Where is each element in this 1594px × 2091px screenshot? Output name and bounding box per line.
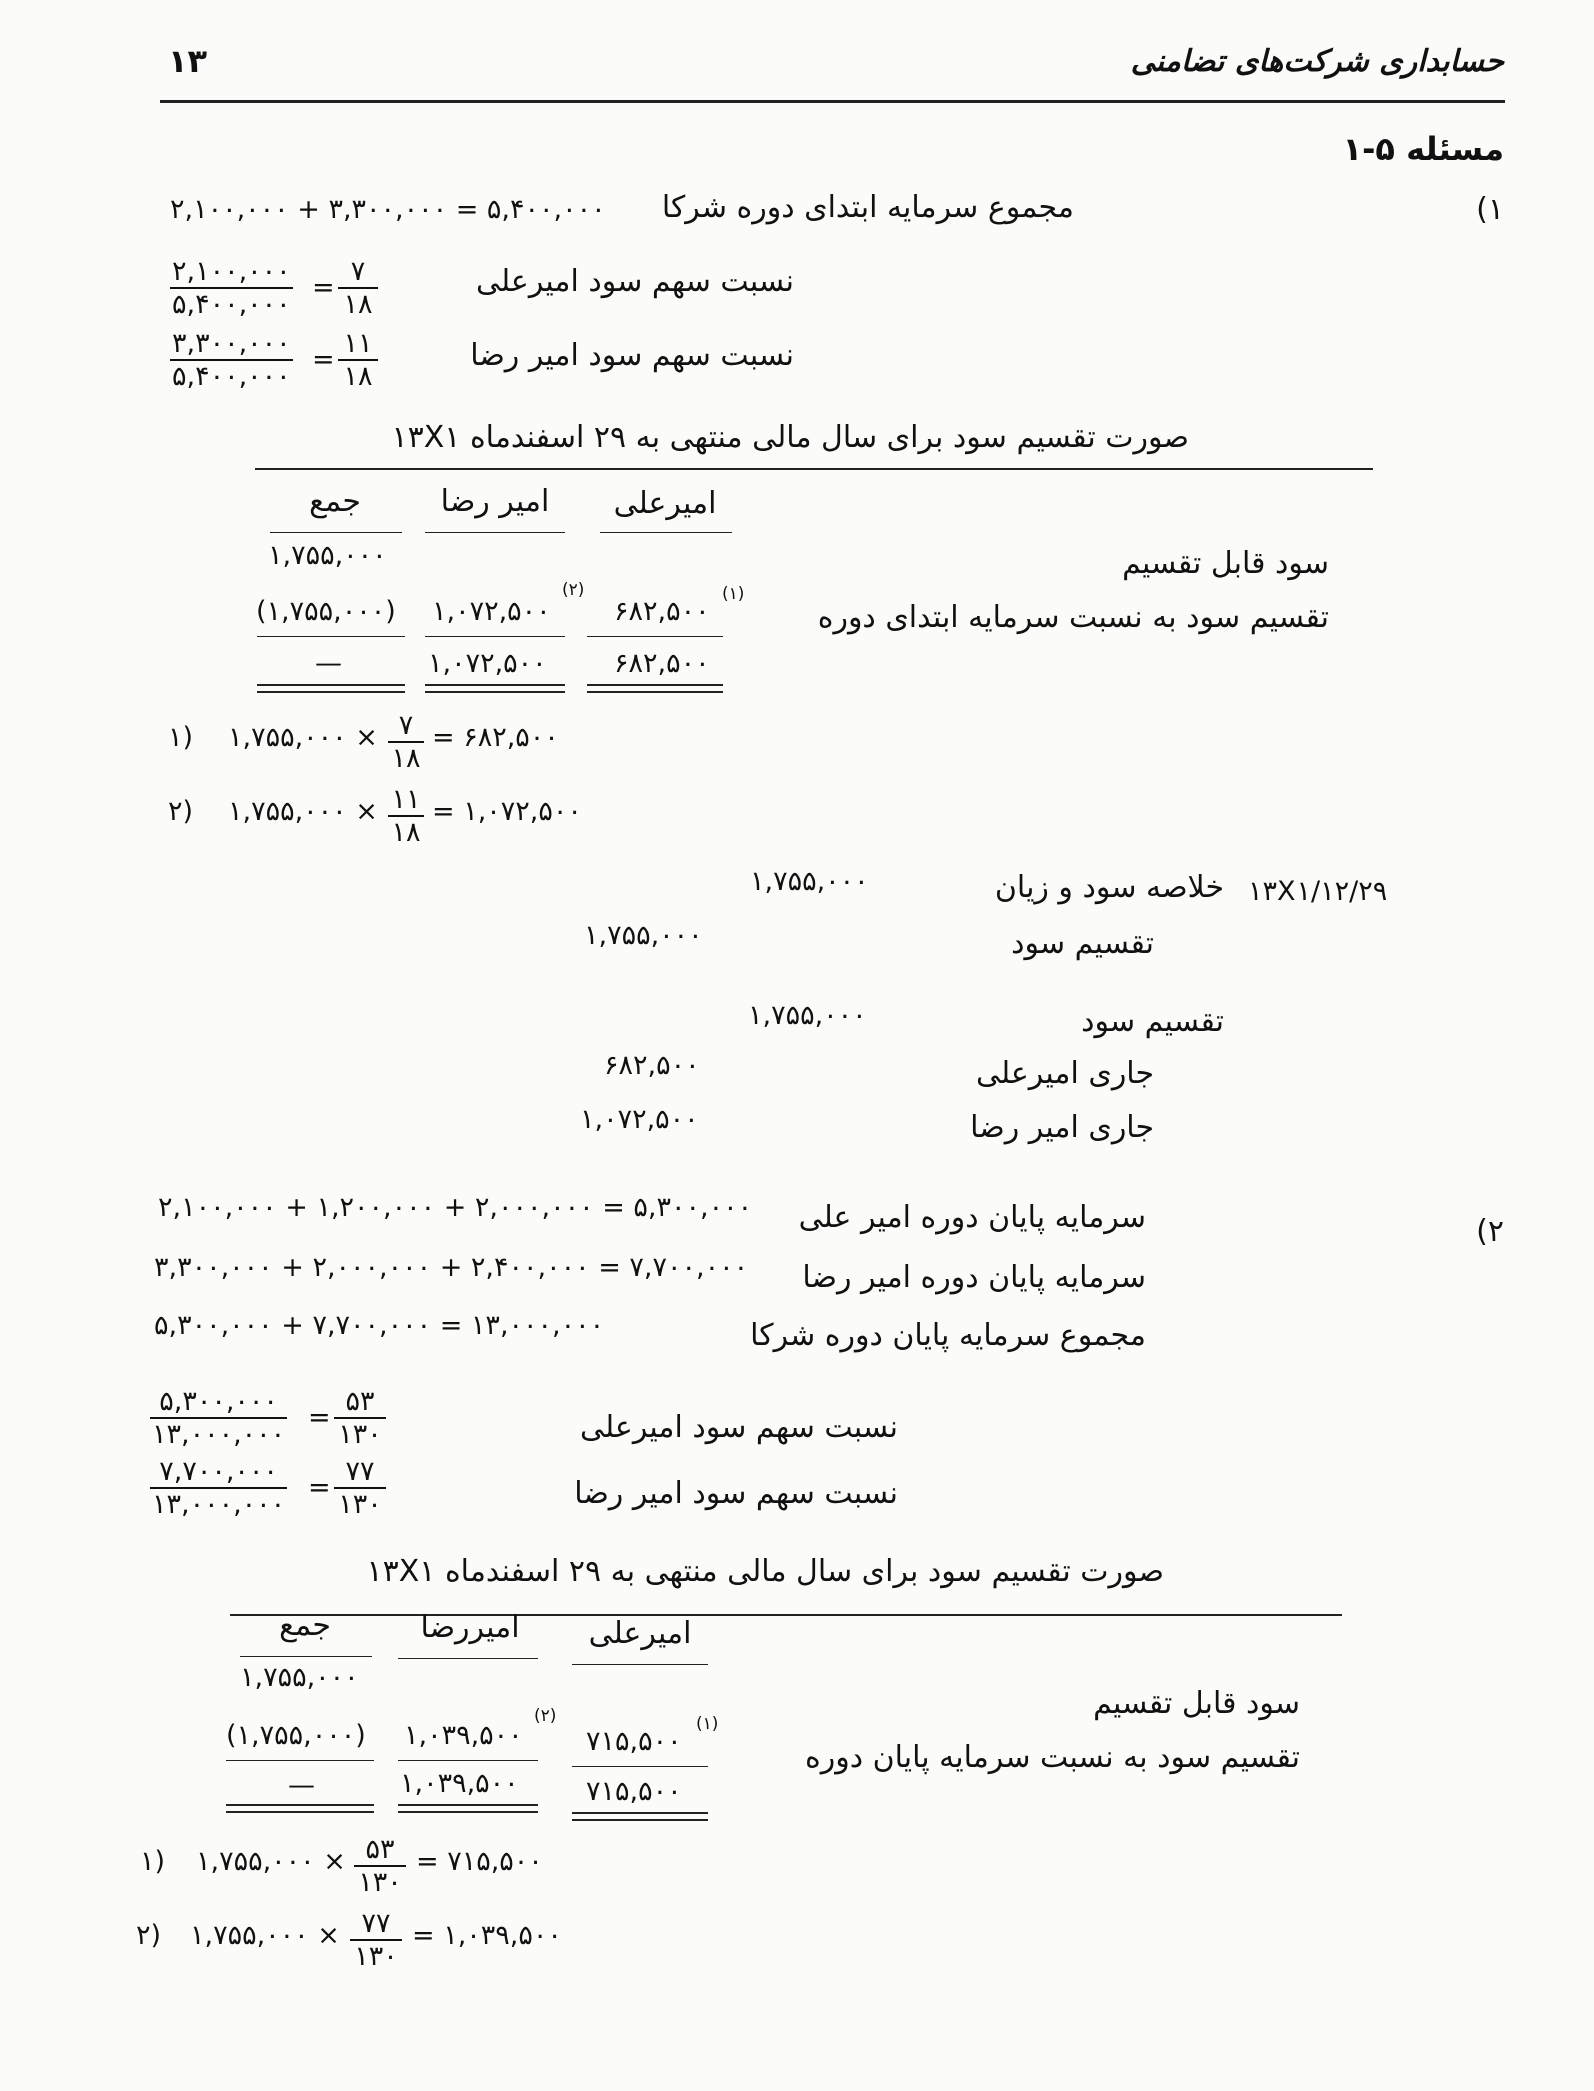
part2-calc2-label: ۲) [136, 1920, 162, 1951]
journal-e2-credit2-label: جاری امیر رضا [970, 1110, 1154, 1145]
part2-end-cap-ali-eq: ۲,۱۰۰,۰۰۰ + ۱,۲۰۰,۰۰۰ + ۲,۰۰۰,۰۰۰ = ۵,۳۰۰,۰۰۰ [158, 1192, 753, 1223]
part2-calc1-label: ۱) [140, 1846, 166, 1877]
part2-calc1-base: ۱,۷۵۵,۰۰۰ × [196, 1846, 346, 1877]
part2-row1-total: ۱,۷۵۵,۰۰۰ [240, 1662, 359, 1693]
double-underline [425, 684, 565, 693]
part2-row2-ali: ۷۱۵,۵۰۰ [586, 1726, 682, 1757]
part1-sum-reza: ۱,۰۷۲,۵۰۰ [428, 648, 547, 679]
numerator: ۵,۳۰۰,۰۰۰ [150, 1386, 287, 1419]
sum-rule [425, 636, 565, 637]
part1-calc1-base: ۱,۷۵۵,۰۰۰ × [228, 722, 378, 753]
part2-row2-label: تقسیم سود به نسبت سرمایه پایان دوره [805, 1740, 1300, 1775]
part2-end-cap-reza-label: سرمایه پایان دوره امیر رضا [802, 1260, 1146, 1295]
part1-row2-total: (۱,۷۵۵,۰۰۰) [256, 596, 396, 627]
numerator: ۲,۱۰۰,۰۰۰ [172, 256, 291, 287]
numerator: ۷,۷۰۰,۰۰۰ [150, 1456, 287, 1489]
part2-end-cap-reza-eq: ۳,۳۰۰,۰۰۰ + ۲,۰۰۰,۰۰۰ + ۲,۴۰۰,۰۰۰ = ۷,۷۰۰,۰۰۰ [154, 1252, 749, 1283]
denominator: ۱۸ [391, 743, 421, 774]
journal-e1-credit-label: تقسیم سود [1011, 926, 1154, 961]
journal-e2-debit-label: تقسیم سود [1081, 1004, 1224, 1039]
footnote-marker: (۱) [722, 584, 745, 604]
part2-total-label: مجموع سرمایه پایان دوره شرکا [750, 1318, 1146, 1353]
denominator: ۵,۴۰۰,۰۰۰ [172, 361, 291, 392]
page-number: ۱۳ [168, 42, 208, 80]
part2-calc2-result: = ۱,۰۳۹,۵۰۰ [412, 1920, 562, 1951]
double-underline [226, 1804, 374, 1813]
part2-sum-reza: ۱,۰۳۹,۵۰۰ [400, 1768, 519, 1799]
part2-end-cap-ali-label: سرمایه پایان دوره امیر علی [798, 1200, 1146, 1235]
numerator: ۳,۳۰۰,۰۰۰ [172, 328, 291, 359]
part1-row1-label: سود قابل تقسیم [1122, 546, 1329, 581]
journal-e2-credit1-amt: ۶۸۲,۵۰۰ [604, 1050, 700, 1081]
part2-label: ۲) [1476, 1214, 1504, 1249]
part1-calc2-label: ۲) [168, 796, 194, 827]
part2-calc1-result: = ۷۱۵,۵۰۰ [416, 1846, 543, 1877]
part2-row1-label: سود قابل تقسیم [1093, 1686, 1300, 1721]
numerator: ۵۳ [334, 1386, 386, 1419]
col-underline [425, 532, 565, 533]
col-underline [600, 532, 732, 533]
sum-rule [226, 1760, 374, 1761]
problem-title: مسئله ۵-۱ [1342, 130, 1504, 168]
denominator: ۱۳۰ [354, 1941, 398, 1972]
double-underline [398, 1804, 538, 1813]
part1-calc2-fraction [388, 784, 424, 848]
numerator: ۱۱ [338, 328, 378, 361]
part2-calc1-fraction [354, 1834, 406, 1898]
numerator: ۱۱ [388, 784, 424, 817]
part2-ratio-ali-label: نسبت سهم سود امیرعلی [579, 1410, 898, 1445]
denominator: ۱۳۰ [338, 1489, 382, 1520]
part1-ratio-ali-result [338, 256, 378, 320]
table-title-rule [255, 468, 1373, 470]
denominator: ۱۸ [343, 289, 373, 320]
header-rule [160, 100, 1505, 103]
sum-rule [587, 636, 723, 637]
part1-row1-total: ۱,۷۵۵,۰۰۰ [268, 540, 387, 571]
part2-col-reza: امیررضا [420, 1610, 520, 1645]
part2-ratio-reza-result [334, 1456, 386, 1520]
col-underline [270, 532, 402, 533]
denominator: ۱۸ [391, 817, 421, 848]
part1-row2-label: تقسیم سود به نسبت سرمایه ابتدای دوره [817, 600, 1329, 635]
part2-col-ali: امیرعلی [588, 1616, 692, 1651]
denominator: ۱۳۰ [358, 1867, 402, 1898]
part1-calc2-result: = ۱,۰۷۲,۵۰۰ [432, 796, 582, 827]
part1-calc1-fraction [388, 710, 424, 774]
part2-calc2-fraction [350, 1908, 402, 1972]
part2-row2-reza: ۱,۰۳۹,۵۰۰ [404, 1720, 523, 1751]
part2-ratio-ali-result [334, 1386, 386, 1450]
part1-sum-total: — [315, 648, 343, 679]
equals-sign: = [312, 272, 336, 303]
part1-total-capital-label: مجموع سرمایه ابتدای دوره شرکا [661, 190, 1074, 225]
journal-e1-debit-amt: ۱,۷۵۵,۰۰۰ [750, 866, 869, 897]
journal-date: ۱۳X۱/۱۲/۲۹ [1248, 876, 1388, 907]
part2-row2-total: (۱,۷۵۵,۰۰۰) [226, 1720, 366, 1751]
part1-col-ali: امیرعلی [613, 486, 717, 521]
book-title: حسابداری شرکت‌های تضامنی [1130, 44, 1504, 79]
numerator: ۷۷ [334, 1456, 386, 1489]
numerator: ۵۳ [354, 1834, 406, 1867]
part1-ratio-reza-label: نسبت سهم سود امیر رضا [470, 338, 794, 373]
numerator: ۷ [388, 710, 424, 743]
part2-total-eq: ۵,۳۰۰,۰۰۰ + ۷,۷۰۰,۰۰۰ = ۱۳,۰۰۰,۰۰۰ [154, 1310, 605, 1341]
equals-sign: = [308, 1472, 332, 1503]
journal-e1-debit-label: خلاصه سود و زیان [994, 870, 1224, 905]
equals-sign: = [312, 344, 336, 375]
part1-label: ۱) [1476, 192, 1504, 227]
journal-e1-credit-amt: ۱,۷۵۵,۰۰۰ [584, 920, 703, 951]
part2-calc2-base: ۱,۷۵۵,۰۰۰ × [190, 1920, 340, 1951]
part2-ratio-reza-label: نسبت سهم سود امیر رضا [574, 1476, 898, 1511]
part1-calc1-result: = ۶۸۲,۵۰۰ [432, 722, 559, 753]
part1-sum-ali: ۶۸۲,۵۰۰ [614, 648, 710, 679]
part2-ratio-ali-fraction [150, 1386, 287, 1450]
denominator: ۱۳,۰۰۰,۰۰۰ [152, 1419, 286, 1450]
sum-rule [257, 636, 405, 637]
part1-table-title: صورت تقسیم سود برای سال مالی منتهی به ۲۹ اسفندماه ۱۳X۱ [391, 420, 1189, 455]
denominator: ۱۳۰ [338, 1419, 382, 1450]
part2-sum-total: — [288, 1770, 316, 1801]
denominator: ۱۸ [343, 361, 373, 392]
part2-sum-ali: ۷۱۵,۵۰۰ [586, 1776, 682, 1807]
part2-table-title: صورت تقسیم سود برای سال مالی منتهی به ۲۹ اسفندماه ۱۳X۱ [366, 1554, 1164, 1589]
table-title-rule [230, 1614, 1342, 1616]
footnote-marker: (۲) [562, 580, 585, 600]
denominator: ۵,۴۰۰,۰۰۰ [172, 289, 291, 320]
footnote-marker: (۲) [534, 1706, 557, 1726]
part1-ratio-reza-result [338, 328, 378, 392]
double-underline [257, 684, 405, 693]
sum-rule [572, 1766, 708, 1767]
part1-calc1-label: ۱) [168, 722, 194, 753]
journal-e2-credit1-label: جاری امیرعلی [975, 1056, 1154, 1091]
part1-ratio-ali-label: نسبت سهم سود امیرعلی [475, 264, 794, 299]
col-underline [240, 1656, 372, 1657]
part1-row2-ali: ۶۸۲,۵۰۰ [614, 596, 710, 627]
footnote-marker: (۱) [696, 1714, 719, 1734]
part1-total-capital-eq: ۲,۱۰۰,۰۰۰ + ۳,۳۰۰,۰۰۰ = ۵,۴۰۰,۰۰۰ [170, 194, 606, 225]
part1-ratio-reza-fraction [170, 328, 293, 392]
part2-ratio-reza-fraction [150, 1456, 287, 1520]
journal-e2-debit-amt: ۱,۷۵۵,۰۰۰ [748, 1000, 867, 1031]
numerator: ۷ [338, 256, 378, 289]
double-underline [587, 684, 723, 693]
part1-col-reza: امیر رضا [440, 484, 550, 519]
sum-rule [398, 1760, 538, 1761]
part1-calc2-base: ۱,۷۵۵,۰۰۰ × [228, 796, 378, 827]
part1-ratio-ali-fraction [170, 256, 293, 320]
part1-row2-reza: ۱,۰۷۲,۵۰۰ [432, 596, 551, 627]
col-underline [398, 1658, 538, 1659]
double-underline [572, 1812, 708, 1821]
col-underline [572, 1664, 708, 1665]
part2-col-total: جمع [279, 1608, 331, 1643]
denominator: ۱۳,۰۰۰,۰۰۰ [152, 1489, 286, 1520]
journal-e2-credit2-amt: ۱,۰۷۲,۵۰۰ [580, 1104, 699, 1135]
numerator: ۷۷ [350, 1908, 402, 1941]
part1-col-total: جمع [309, 484, 361, 519]
equals-sign: = [308, 1402, 332, 1433]
